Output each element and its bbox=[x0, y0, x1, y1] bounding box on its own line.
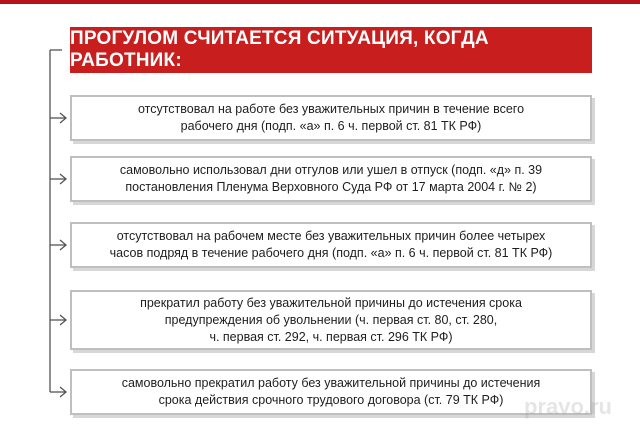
diagram-title bbox=[70, 27, 592, 73]
list-item-4 bbox=[70, 290, 592, 350]
list-item-2 bbox=[70, 156, 592, 202]
list-item-1 bbox=[70, 95, 592, 141]
list-item-text: отсутствовал на рабочем месте без уважительных причин более четырех часов подряд в течение рабочего дня (подп. «а» п. 6 ч. первой ст. 81 ТК РФ) bbox=[109, 229, 553, 260]
list-item-3 bbox=[70, 222, 592, 268]
list-item-text: самовольно прекратил работу без уважительной причины до истечения срока действия срочного трудового договора (ст. 79 ТК РФ) bbox=[121, 376, 541, 407]
list-item-text: отсутствовал на работе без уважительных причин в течение всего рабочего дня (подп. «а» п. 6 ч. первой ст. 81 ТК РФ) bbox=[137, 102, 525, 133]
diagram-title-text: ПРОГУЛОМ СЧИТАЕТСЯ СИТУАЦИЯ, КОГДА РАБОТНИК: bbox=[70, 28, 489, 71]
watermark: pravo.ru bbox=[523, 394, 612, 419]
list-item-text: прекратил работу без уважительной причины до истечения срока предупреждения об увольнении (ч. первая ст. 80, ст. 280, ч. первая ст. 292, ч. первая ст. 296 ТК РФ) bbox=[140, 295, 522, 344]
list-item-text: самовольно использовал дни отгулов или ушел в отпуск (подп. «д» п. 39 постановления Пленума Верховного Суда РФ от 17 марта 2004 г. № 2) bbox=[119, 163, 543, 194]
list-item-5 bbox=[70, 369, 592, 415]
